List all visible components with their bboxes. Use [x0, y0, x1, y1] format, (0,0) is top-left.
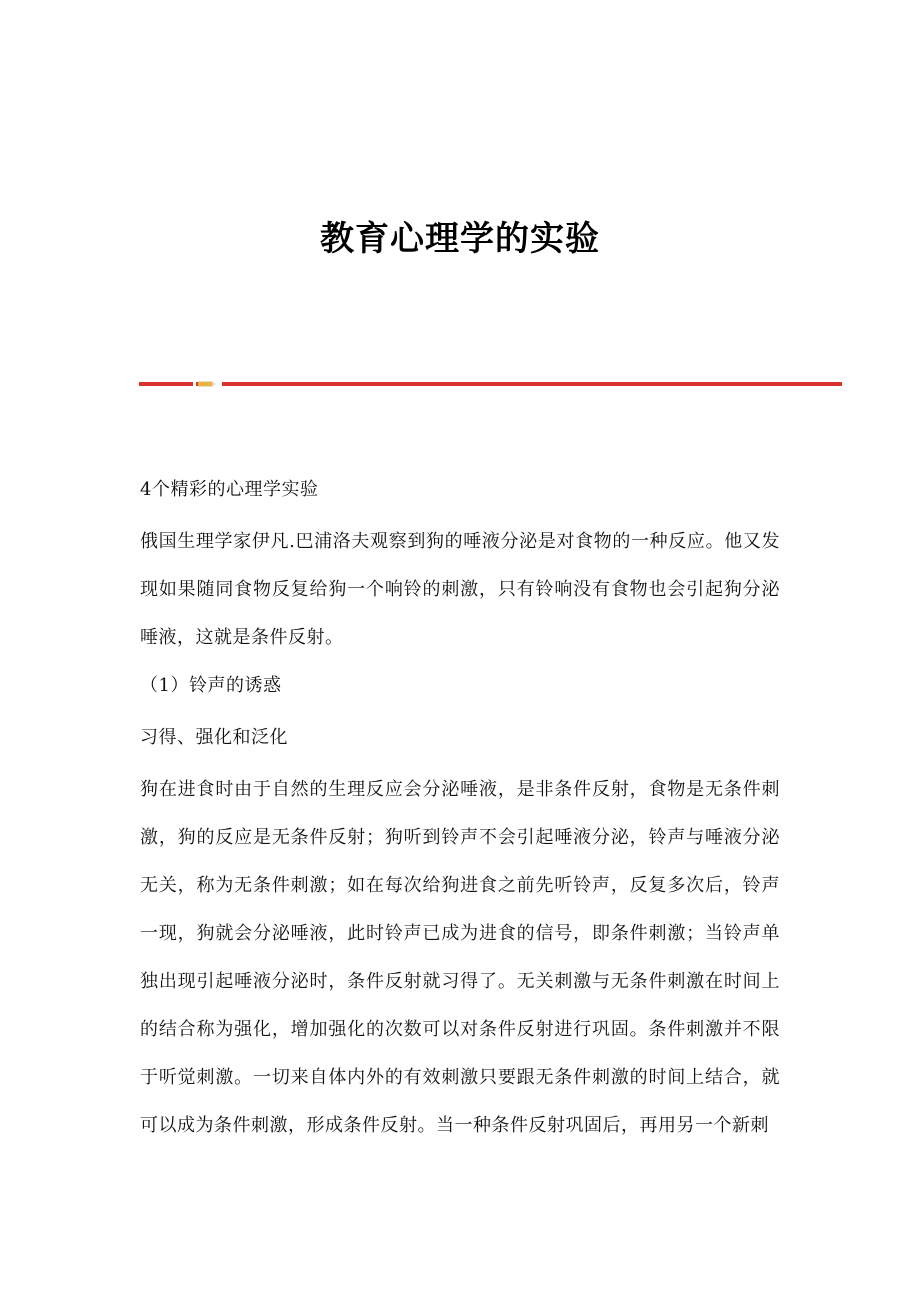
pencil-icon [196, 380, 216, 388]
subtopic-heading: 习得、强化和泛化 [140, 727, 288, 748]
body-paragraph: 狗在进食时由于自然的生理反应会分泌唾液，是非条件反射，食物是无条件刺激，狗的反应是无条件反射；狗听到铃声不会引起唾液分泌，铃声与唾液分泌无关，称为无条件刺激；如在每次给狗进食之前先听铃声，反复多次后，铃声一现，狗就会分泌唾液，此时铃声已成为进食的信号，即条件刺激；当铃声单独出现引起唾液分泌时，条件反射就习得了。无关刺激与无条件刺激在时间上的结合称为强化，增加强化的次数可以对条件反射进行巩固。条件刺激并不限于听觉刺激。一切来自体内外的有效刺激只要跟无条件刺激的时间上结合，就可以成为条件刺激，形成条件反射。当一种条件反射巩固后，再用另一个新刺 [140, 779, 780, 1136]
divider-bar-right [222, 382, 842, 386]
document-body [140, 466, 780, 1150]
document-title: 教育心理学的实验 [320, 219, 600, 259]
intro-paragraph: 俄国生理学家伊凡.巴浦洛夫观察到狗的唾液分泌是对食物的一种反应。他又发现如果随同食物反复给狗一个响铃的刺激，只有铃响没有食物也会引起狗分泌唾液，这就是条件反射。 [140, 531, 780, 648]
divider-bar-left [139, 382, 193, 386]
experiment-heading: （1）铃声的诱惑 [140, 675, 282, 696]
title-divider [139, 380, 842, 388]
section-heading: 4个精彩的心理学实验 [140, 479, 319, 500]
